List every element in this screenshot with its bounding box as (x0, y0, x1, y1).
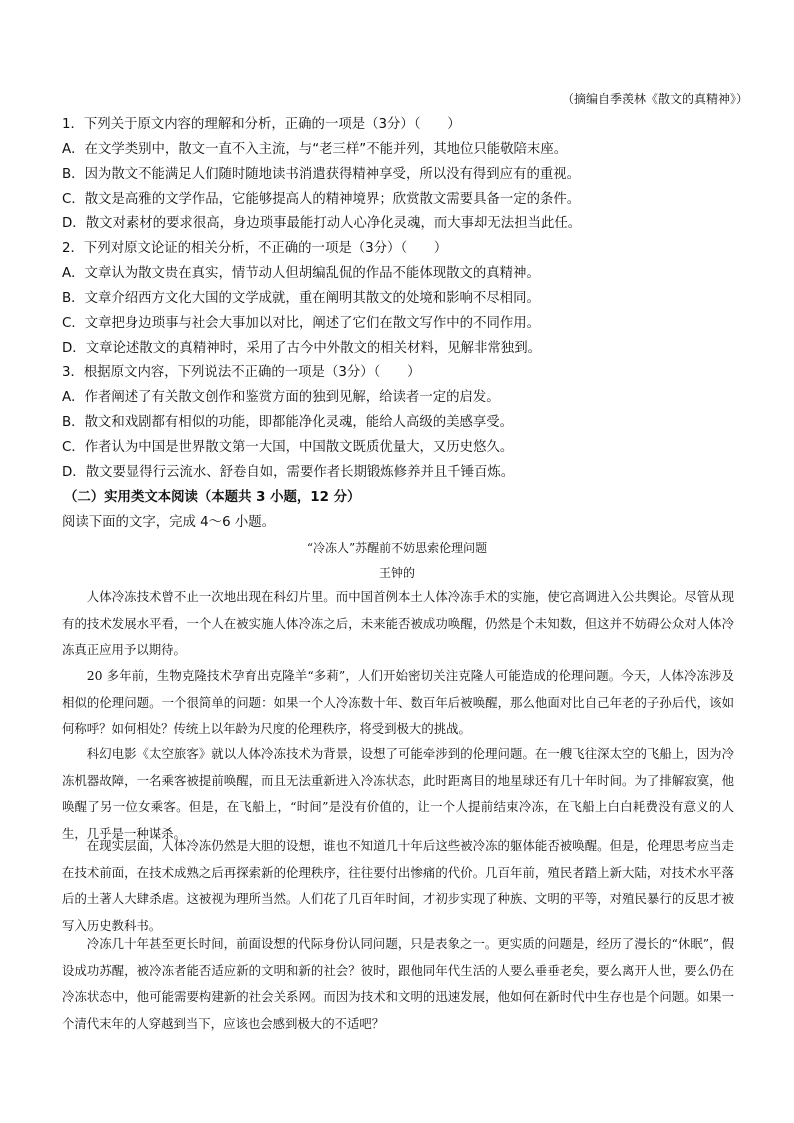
question-1-option-a: A．在文学类别中，散文一直不入主流，与“老三样”不能并列，其地位只能敬陪末座。 (62, 142, 568, 157)
question-3-stem: 3．根据原文内容，下列说法不正确的一项是（3分）（ ） (62, 365, 421, 380)
question-2-option-b: B．文章介绍西方文化大国的文学成就，重在阐明其散文的处境和影响不尽相同。 (62, 291, 540, 306)
source-note: （摘编自季羡林《散文的真精神》） (561, 92, 748, 106)
question-1-stem: 1．下列关于原文内容的理解和分析，正确的一项是（3分）（ ） (62, 117, 461, 132)
article-paragraph-4: 在现实层面，人体冷冻仍然是大胆的设想，谁也不知道几十年后这些被冷冻的躯体能否被唤醒。但是，伦理思考应当走在技术前面，在技术成熟之后再探索新的伦理秩序，往往要付出惨痛的代价。几百年前，殖民者踏上新大陆，对技术水平落后的土著人大肆杀虐。这被视为理所当然。人们花了几百年时间，才初步实现了种族、文明的平等，对殖民暴行的反思才被写入历史教科书。 (62, 838, 734, 933)
section-heading: （二）实用类文本阅读（本题共 3 小题，12 分） (64, 490, 361, 505)
article-paragraph-1: 人体冷冻技术曾不止一次地出现在科幻片里。而中国首例本土人体冷冻手术的实施，使它高调进入公共舆论。尽管从现有的技术发展水平看，一个人在被实施人体冷冻之后，未来能否被成功唤醒，仍然是个未知数，但这并不妨碍公众对人体冷冻真正应用予以期待。 (62, 589, 734, 657)
question-2-option-a: A．文章认为散文贵在真实，情节动人但胡编乱侃的作品不能体现散文的真精神。 (62, 266, 540, 281)
question-3-option-d: D．散文要显得行云流水、舒卷自如，需要作者长期锻炼修养并且千锤百炼。 (62, 465, 515, 480)
question-2-option-c: C．文章把身边琐事与社会大事加以对比，阐述了它们在散文写作中的不同作用。 (62, 316, 541, 331)
question-2-option-d: D．文章论述散文的真精神时，采用了古今中外散文的相关材料，见解非常独到。 (62, 341, 541, 356)
question-3-option-a: A．作者阐述了有关散文创作和鉴赏方面的独到见解，给读者一定的启发。 (62, 390, 500, 405)
article-paragraph-5: 冷冻几十年甚至更长时间，前面设想的代际身份认同问题，只是表象之一。更实质的问题是，经历了漫长的“休眠”，假设成功苏醒，被冷冻者能否适应新的文明和新的社会？彼时，跟他同年代生活的人要么垂垂老矣，要么离开人世，要么仍在冷冻状态中，他可能需要构建新的社会关系网。而因为技术和文明的迅速发展，他如何在新时代中生存也是个问题。如果一个清代末年的人穿越到当下，应该也会感到极大的不适吧？ (62, 936, 734, 1031)
article-paragraph-3: 科幻电影《太空旅客》就以人体冷冻技术为背景，设想了可能牵涉到的伦理问题。在一艘飞往深太空的飞船上，因为冷冻机器故障，一名乘客被提前唤醒，而且无法重新进入冷冻状态，此时距离目的地星球还有几十年时间。为了排解寂寞，他唤醒了另一位女乘客。但是，在飞船上，“时间”是没有价值的，让一个人提前结束冷冻，在飞船上白白耗费没有意义的人生，几乎是一种谋杀。 (62, 746, 734, 841)
article-author: 王钟的 (378, 566, 415, 580)
question-1-option-b: B．因为散文不能满足人们随时随地读书消遣获得精神享受，所以没有得到应有的重视。 (62, 167, 581, 182)
question-3-option-c: C．作者认为中国是世界散文第一大国，中国散文既质优量大，又历史悠久。 (62, 440, 514, 455)
question-3-option-b: B．散文和戏剧都有相似的功能，即都能净化灵魂，能给人高级的美感享受。 (62, 415, 514, 430)
question-1-option-c: C．散文是高雅的文学作品，它能够提高人的精神境界；欣赏散文需要具备一定的条件。 (62, 192, 581, 207)
question-2-stem: 2．下列对原文论证的相关分析，不正确的一项是（3分）（ ） (62, 241, 448, 256)
article-paragraph-2: 20 多年前，生物克隆技术孕育出克隆羊“多莉”，人们开始密切关注克隆人可能造成的伦理问题。今天，人体冷冻涉及相似的伦理问题。一个很简单的问题：如果一个人冷冻数十年、数百年后被唤醒，那么他面对比自己年老的子孙后代，该如何称呼？如何相处？传统上以年龄为尺度的伦理秩序，将受到极大的挑战。 (62, 668, 734, 736)
section-instruction: 阅读下面的文字，完成 4～6 小题。 (62, 515, 276, 530)
question-1-option-d: D．散文对素材的要求很高，身边琐事最能打动人心净化灵魂，而大事却无法担当此任。 (62, 216, 582, 231)
article-title: “冷冻人”苏醒前不妨思索伦理问题 (306, 541, 488, 555)
